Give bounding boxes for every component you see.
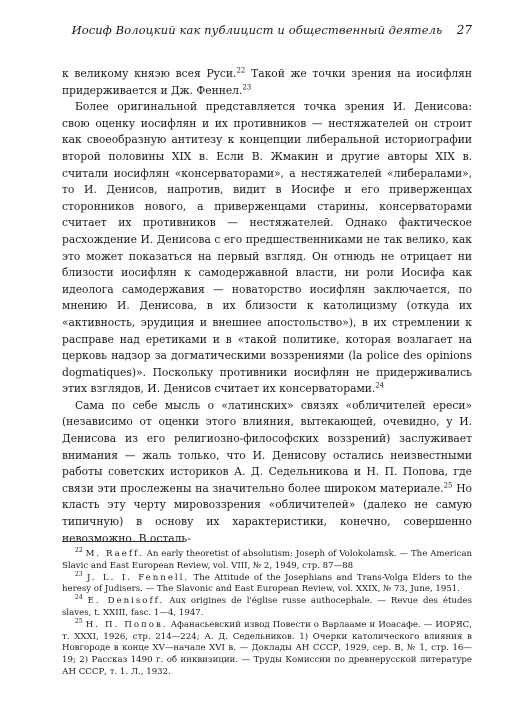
footnote-25 [62, 617, 472, 679]
footnote-ref-23[interactable]: 23 [242, 83, 252, 92]
paragraph-3 [62, 398, 472, 547]
page-number: 27 [456, 23, 472, 37]
footnote-marker: 25 [75, 617, 83, 625]
paragraph-3-text: Сама по себе мысль о «латинских» связях «обличителей ереси» (независимо от оценки этого влияния, вытекающей, очевидно, у И. Денисова из его религиозно-философских воззрений) заслуживает внимания — жаль только, что И. Денисову остались неизвестными работы советских историков А. Д. Седельникова и Н. П. Попова, где связи эти прослежены на значительно более широком материале. [62, 398, 472, 495]
footnotes [62, 549, 472, 679]
footnote-text: Афанасьевский извод Повести о Варлааме и Иоасафе. — ИОРЯС, т. XXXI, 1926, стр. 214—224; А. Д. Седельников. 1) Очерки католического влияния в Новгороде в конце XV—начале XVI в. — Доклады АН СССР, 1929, сер. В, № 1, стр. 16—19; 2) Рассказ 1490 г. об инквизиции. — Труды Комиссии по древнерусской литературе АН СССР, т. 1. Л., 1932. [62, 619, 472, 677]
footnote-separator [62, 541, 182, 542]
footnote-marker: 22 [75, 547, 83, 555]
footnote-ref-25[interactable]: 25 [443, 481, 453, 490]
paragraph-2-text: Более оригинальной представляется точка зрения И. Денисова: свою оценку иосифлян и их противников — нестяжателей он строит как своеобразную антитезу к концепции либеральной историографии второй половины XIX в. Если В. Жмакин и другие авторы XIX в. считали иосифлян «консерваторами», а нестяжателей «либералами», то И. Денисов, напротив, видит в Иосифе и его приверженцах сторонников нового, а приверженцами старины, консерваторами считает их противников — нестяжателей. Однако фактическое расхождение И. Денисова с его предшественниками не так велико, как это может показаться на первый взгляд. Он отнюдь не отрицает ни близости иосифлян к самодержавной власти, ни роли Иосифа как идеолога самодержавия — новаторство иосифлян заключается, по мнению И. Денисова, в их близости к католицизму (откуда их «активность, эрудиция и внешнее апостольство»), в их стремлении к расправе над еретиками и в «такой политике, которая возлагает на церковь надзор за догматическими воззрениями (la police des opinions dogmatiques)». Поскольку противники иосифлян не придерживались этих взглядов, И. Денисов считает их консерваторами. [62, 100, 472, 396]
footnote-author: E. Denisoff. [87, 596, 165, 607]
footnote-author: Н. П. Попов. [85, 619, 168, 630]
paragraph-1-text: к великому княэю всея Руси. [62, 67, 237, 80]
footnote-text: The Attitude of the Josephians and Trans-Volga Elders to the heresy of Judisers. — The Slavonic and East European Review, vol. XXIX, № 73, June, 1951. [62, 572, 472, 595]
footnote-22 [62, 549, 472, 573]
paragraph-3-continuation: Но класть эту черту мировоззрения «обличителей» (далеко не самую типичную) в основу их характеристики, конечно, совершенно невозможно. В осталь- [62, 481, 472, 545]
footnote-author: M. Raeff. [85, 549, 144, 559]
running-header: Иосиф Волоцкий как публицист и общественный деятель [71, 23, 443, 37]
footnote-24 [62, 596, 472, 620]
footnote-ref-24[interactable]: 24 [375, 381, 385, 390]
main-text [62, 66, 472, 547]
paragraph-2 [62, 99, 472, 398]
footnote-23 [62, 570, 472, 597]
footnote-text: An early theoretist of absolutism: Joseph of Volokolamsk. — The American Slavic and East European Review, vol. VIII, № 2, 1949, стр. 87—88 [62, 549, 472, 571]
footnote-author: J. L. I. Fennell. [87, 572, 190, 583]
paragraph-1 [62, 66, 472, 99]
footnote-marker: 23 [75, 570, 83, 578]
footnote-marker: 24 [75, 594, 83, 602]
footnote-text: Aux origines de l'église russe authocephale. — Revue des études slaves, t. XXIII, fasc. 1—4, 1947. [62, 596, 472, 618]
footnote-ref-22[interactable]: 22 [236, 66, 246, 75]
paragraph-1-continuation: Такой же точки зрения на иосифлян придерживается и Дж. Феннел. [62, 67, 472, 97]
